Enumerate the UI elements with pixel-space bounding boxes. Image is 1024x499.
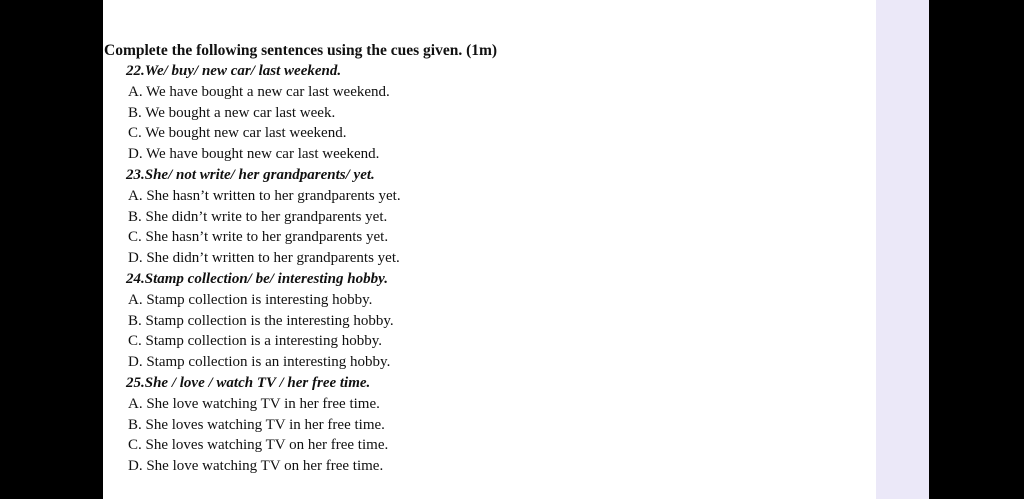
side-panel [876, 0, 929, 499]
option-d: D. She didn’t written to her grandparents yet. [128, 250, 400, 267]
option-a: A. She love watching TV in her free time. [128, 395, 380, 412]
option-c: C. We bought new car last weekend. [128, 125, 347, 142]
option-c: C. She hasn’t write to her grandparents yet. [128, 229, 389, 246]
option-b: B. She loves watching TV in her free time. [128, 416, 385, 433]
option-b: B. Stamp collection is the interesting hobby. [128, 312, 394, 329]
question-24 [104, 269, 804, 373]
option-a: A. She hasn’t written to her grandparents yet. [128, 187, 401, 204]
question-23 [104, 165, 804, 269]
option-c: C. She loves watching TV on her free time. [128, 437, 389, 454]
question-prompt: 23.She/ not write/ her grandparents/ yet. [126, 166, 375, 183]
option-d: D. Stamp collection is an interesting hobby. [128, 354, 391, 371]
option-b: B. She didn’t write to her grandparents yet. [128, 208, 388, 225]
exercise-content [104, 40, 804, 477]
option-c: C. Stamp collection is a interesting hobby. [128, 333, 382, 350]
option-a: A. We have bought a new car last weekend. [128, 83, 390, 100]
question-22 [104, 61, 804, 165]
question-25 [104, 373, 804, 477]
question-prompt: 22.We/ buy/ new car/ last weekend. [126, 63, 342, 79]
option-b: B. We bought a new car last week. [128, 104, 336, 121]
option-a: A. Stamp collection is interesting hobby. [128, 291, 373, 308]
option-d: D. She love watching TV on her free time. [128, 458, 384, 475]
question-prompt: 24.Stamp collection/ be/ interesting hobby. [126, 270, 388, 287]
option-d: D. We have bought new car last weekend. [128, 146, 380, 163]
exercise-heading: Complete the following sentences using the cues given. (1m) [104, 42, 498, 59]
question-prompt: 25.She / love / watch TV / her free time. [126, 374, 371, 391]
